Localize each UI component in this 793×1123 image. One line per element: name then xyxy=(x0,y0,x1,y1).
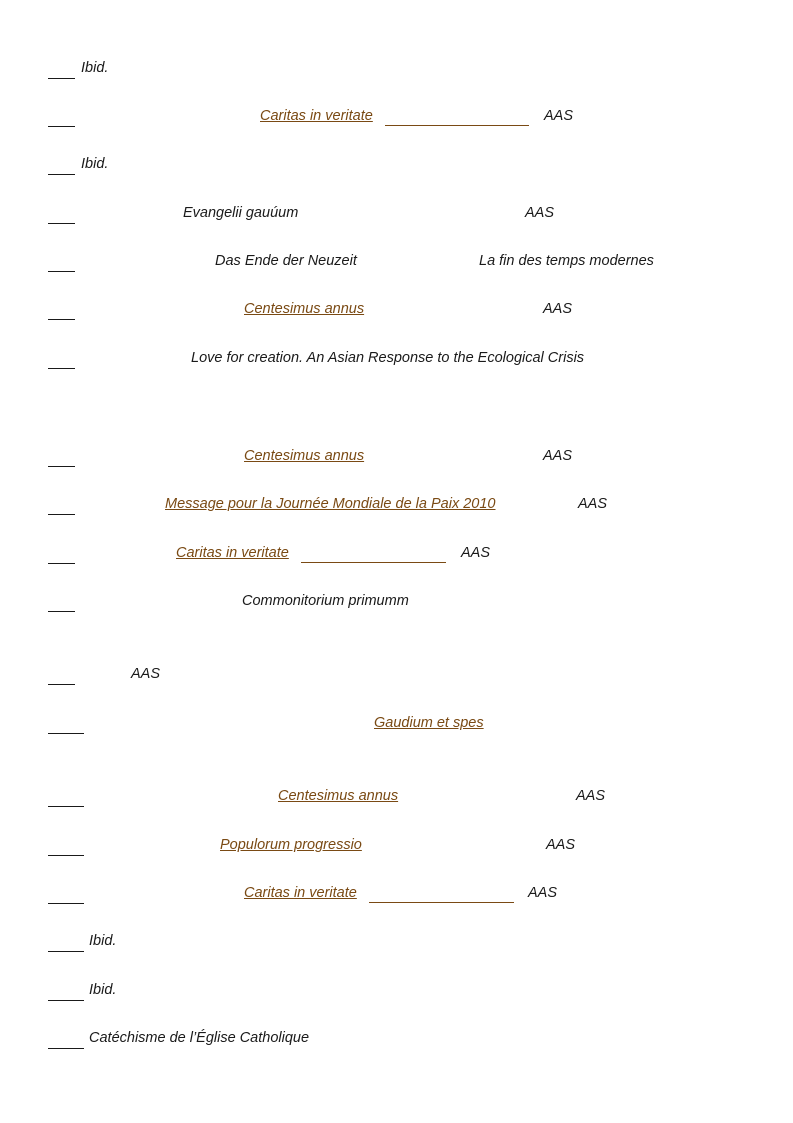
footnote-line xyxy=(0,251,793,273)
footnote-line xyxy=(0,713,793,735)
footnote-text: Evangelii gauúum xyxy=(183,205,299,221)
footnote-line xyxy=(0,931,793,953)
footnote-line xyxy=(0,664,793,686)
footnote-text: AAS xyxy=(543,448,573,464)
footnote-text: AAS xyxy=(546,837,576,853)
footnote-line xyxy=(0,883,793,905)
footnote-link[interactable]: Message pour la Journée Mondiale de la Paix 2010 xyxy=(165,496,496,512)
footnote-link[interactable]: Centesimus annus xyxy=(278,788,399,804)
footnote-line xyxy=(0,543,793,565)
footnote-text: Ibid. xyxy=(89,933,117,949)
footnote-text: La fin des temps modernes xyxy=(479,253,654,269)
footnote-link[interactable]: Populorum progressio xyxy=(220,837,362,853)
footnote-marker xyxy=(48,257,75,272)
footnote-marker xyxy=(48,64,75,79)
footnote-marker xyxy=(48,889,84,904)
footnote-text: AAS xyxy=(131,666,161,682)
footnote-text: Commonitorium primumm xyxy=(242,593,409,609)
footnote-marker xyxy=(48,986,84,1001)
footnote-text: AAS xyxy=(544,108,574,124)
footnote-link[interactable]: Gaudium et spes xyxy=(374,715,484,731)
footnote-link[interactable]: Caritas in veritate xyxy=(260,108,373,124)
footnote-marker xyxy=(48,937,84,952)
footnote-line xyxy=(0,106,793,128)
footnote-marker xyxy=(48,209,75,224)
footnote-line xyxy=(0,980,793,1002)
footnote-text: Ibid. xyxy=(81,156,109,172)
footnote-text: AAS xyxy=(576,788,606,804)
footnote-line xyxy=(0,494,793,516)
footnote-line xyxy=(0,591,793,613)
footnote-line xyxy=(0,835,793,857)
footnote-line xyxy=(0,299,793,321)
footnote-text: AAS xyxy=(525,205,555,221)
link-underline-extension xyxy=(369,883,514,903)
footnote-marker xyxy=(48,841,84,856)
footnote-text: Love for creation. An Asian Response to the Ecological Crisis xyxy=(191,350,585,366)
footnote-text: Ibid. xyxy=(89,982,117,998)
footnote-text: AAS xyxy=(578,496,608,512)
footnote-text: AAS xyxy=(461,545,491,561)
footnote-marker xyxy=(48,792,84,807)
link-underline-extension xyxy=(301,543,446,563)
footnote-text: AAS xyxy=(528,885,558,901)
footnote-line xyxy=(0,58,793,80)
footnote-marker xyxy=(48,500,75,515)
footnote-line xyxy=(0,203,793,225)
footnote-line xyxy=(0,154,793,176)
footnote-marker xyxy=(48,354,75,369)
footnote-marker xyxy=(48,305,75,320)
footnote-line xyxy=(0,446,793,468)
footnote-text: AAS xyxy=(543,301,573,317)
footnote-line xyxy=(0,1028,793,1050)
footnote-marker xyxy=(48,1034,84,1049)
footnote-link[interactable]: Caritas in veritate xyxy=(176,545,289,561)
footnote-marker xyxy=(48,452,75,467)
footnote-marker xyxy=(48,549,75,564)
footnote-text: Catéchisme de l’Église Catholique xyxy=(89,1030,310,1046)
footnote-text: Ibid. xyxy=(81,60,109,76)
footnote-marker xyxy=(48,719,84,734)
footnote-marker xyxy=(48,112,75,127)
footnote-line xyxy=(0,786,793,808)
footnote-marker xyxy=(48,597,75,612)
footnote-link[interactable]: Centesimus annus xyxy=(244,448,365,464)
footnote-link[interactable]: Centesimus annus xyxy=(244,301,365,317)
footnote-link[interactable]: Caritas in veritate xyxy=(244,885,357,901)
footnote-line xyxy=(0,348,793,370)
link-underline-extension xyxy=(385,106,529,126)
footnote-marker xyxy=(48,670,75,685)
footnote-text: Das Ende der Neuzeit xyxy=(215,253,357,269)
footnote-marker xyxy=(48,160,75,175)
